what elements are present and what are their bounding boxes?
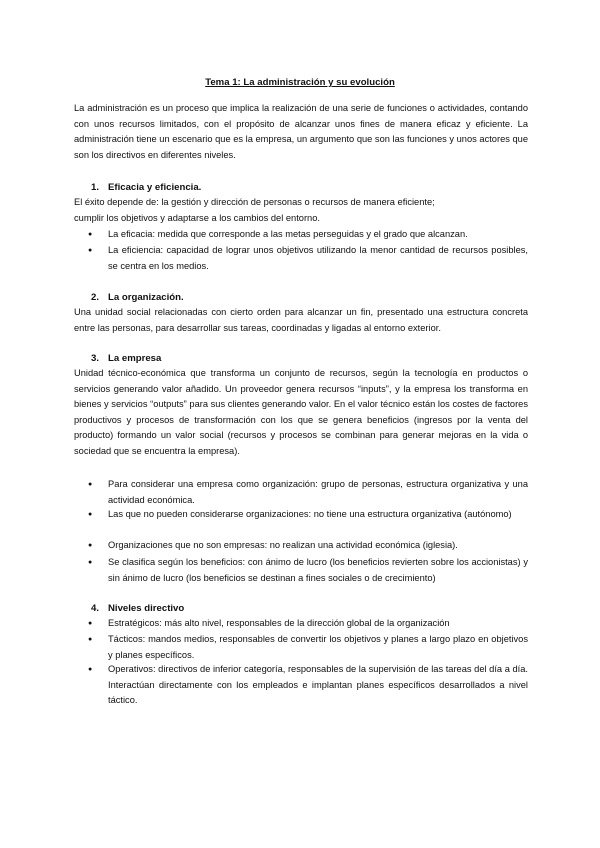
list-item: [88, 662, 528, 709]
section-1-line-1: El éxito depende de: la gestión y dirección de personas o recursos de manera eficiente;: [74, 197, 435, 207]
list-item-text: Para considerar una empresa como organización: grupo de personas, estructura organizativa y una actividad económica.: [108, 479, 528, 505]
list-item: [88, 538, 528, 554]
bullet-icon: ●: [88, 247, 93, 254]
list-item-text: Organizaciones que no son empresas: no realizan una actividad económica (iglesia).: [108, 540, 458, 550]
bullet-icon: ●: [88, 542, 93, 549]
list-item: [88, 632, 528, 663]
list-item-text: Tácticos: mandos medios, responsables de convertir los objetivos y planes a largo plazo en objetivos y planes específicos.: [108, 634, 528, 660]
page-title: Tema 1: La administración y su evolución: [205, 77, 395, 88]
list-item-text: La eficiencia: capacidad de lograr unos objetivos utilizando la menor cantidad de recursos posibles, se centra en los medios.: [108, 245, 528, 271]
intro-paragraph: La administración es un proceso que implica la realización de una serie de funciones o actividades, contando con unos recursos limitados, con el propósito de alcanzar unos fines de manera eficaz y eficiente. La administración tiene un escenario que es la empresa, un argumento que son las funciones y unos actores que son los directivos en diferentes niveles.: [74, 103, 528, 160]
section-heading-3: [91, 353, 161, 365]
section-title: Niveles directivo: [108, 603, 185, 614]
bullet-icon: ●: [88, 559, 93, 566]
bullet-icon: ●: [88, 620, 93, 627]
bullet-icon: ●: [88, 666, 93, 673]
section-heading-4: [91, 603, 184, 615]
list-item: [88, 477, 528, 508]
list-item-text: Operativos: directivos de inferior categoría, responsables de la supervisión de las tareas del día a día. Interactúan directamente con los empleados e implantan planes específicos desarrollados a nivel táctico.: [108, 664, 528, 706]
list-item: [88, 555, 528, 586]
section-3-paragraph: Unidad técnico-económica que transforma un conjunto de recursos, según la tecnología en productos o servicios generando valor añadido. Un proveedor genera recursos “inputs”, y la empresa los transforma en bienes y servicios “outputs” para sus clientes generando valor. En el valor técnico están los costes de factores productivos y procesos de transformación con los que se genera beneficios (ingresos por la venta del producto) formando un valor social (recursos y procesos se combinan para generar mejoras en la vida o sociedad que se encuentra la empresa).: [74, 368, 528, 456]
section-number: 1.: [91, 182, 100, 193]
list-item-text: Estratégicos: más alto nivel, responsables de la dirección global de la organización: [108, 618, 450, 628]
section-title: Eficacia y eficiencia.: [108, 182, 202, 193]
bullet-icon: ●: [88, 511, 93, 518]
bullet-icon: ●: [88, 481, 93, 488]
list-item-text: Las que no pueden considerarse organizaciones: no tiene una estructura organizativa (autónomo): [108, 509, 512, 519]
list-item: [88, 227, 528, 243]
bullet-icon: ●: [88, 231, 93, 238]
list-item: [88, 616, 528, 632]
bullet-icon: ●: [88, 636, 93, 643]
section-1-line-2: cumplir los objetivos y adaptarse a los cambios del entorno.: [74, 213, 320, 223]
section-number: 2.: [91, 292, 100, 303]
section-number: 4.: [91, 603, 100, 614]
section-heading-1: [91, 182, 201, 194]
list-item: [88, 243, 528, 274]
list-item: [88, 507, 528, 523]
section-2-paragraph: Una unidad social relacionadas con cierto orden para alcanzar un fin, presentado una estructura concreta entre las personas, para desarrollar sus tareas, coordinadas y ligadas al entorno exterior.: [74, 307, 528, 333]
section-title: La organización.: [108, 292, 184, 303]
list-item-text: La eficacia: medida que corresponde a las metas perseguidas y el grado que alcanzan.: [108, 229, 468, 239]
section-title: La empresa: [108, 353, 162, 364]
section-heading-2: [91, 292, 184, 304]
section-number: 3.: [91, 353, 100, 364]
list-item-text: Se clasifica según los beneficios: con ánimo de lucro (los beneficios revierten sobre los accionistas) y sin ánimo de lucro (los beneficios se destinan a fines sociales o de crecimiento): [108, 557, 528, 583]
